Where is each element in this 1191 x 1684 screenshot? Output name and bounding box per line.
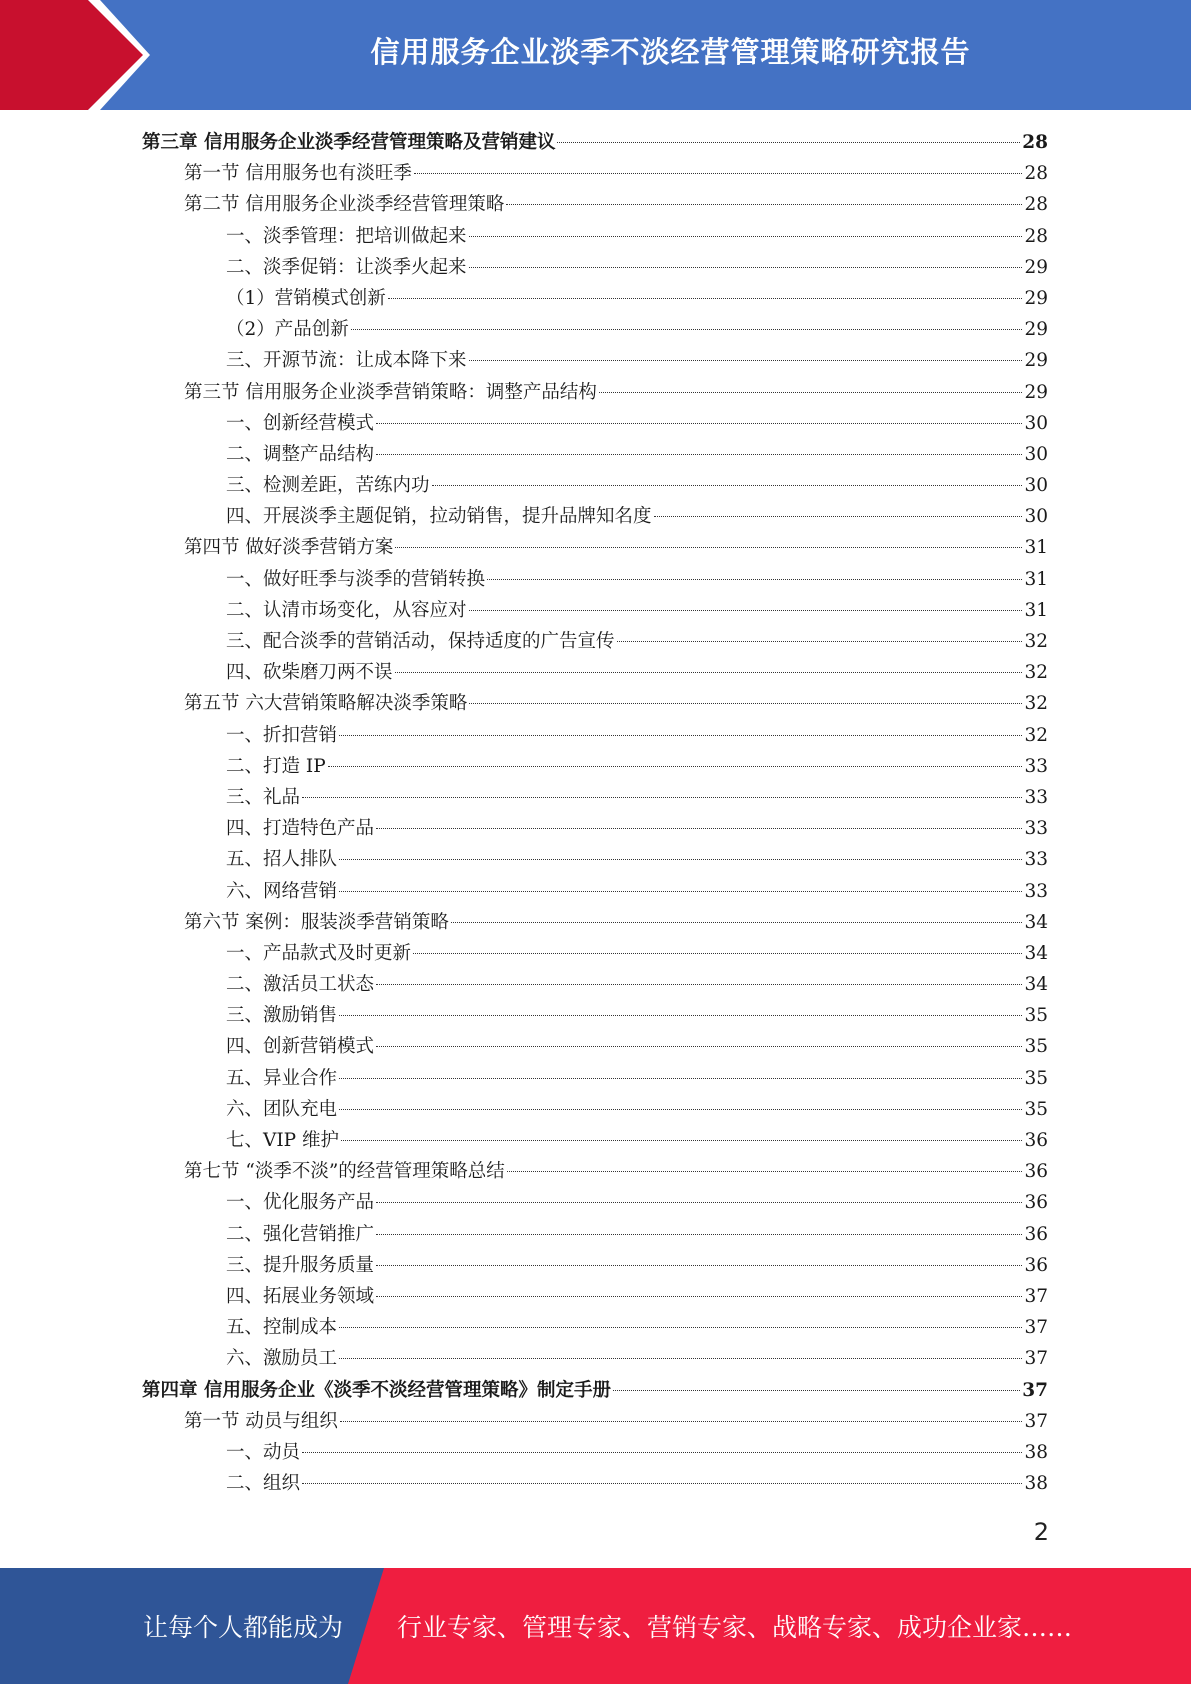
- toc-entry-page: 30: [1024, 412, 1048, 434]
- toc-dot-leader: [388, 298, 1023, 299]
- toc-dot-leader: [376, 1234, 1022, 1235]
- toc-entry-page: 38: [1024, 1441, 1048, 1463]
- toc-entry-page: 34: [1024, 911, 1048, 933]
- toc-entry-page: 28: [1024, 194, 1048, 216]
- toc-entry[interactable]: [142, 627, 1048, 658]
- toc-entry[interactable]: [142, 814, 1048, 845]
- toc-entry[interactable]: [142, 1469, 1048, 1500]
- toc-dot-leader: [451, 922, 1023, 923]
- toc-dot-leader: [469, 236, 1023, 237]
- toc-entry-page: 37: [1024, 1410, 1048, 1432]
- toc-entry-title: 五、控制成本: [226, 1317, 338, 1339]
- toc-entry-title: 二、组织: [226, 1473, 301, 1495]
- toc-dot-leader: [340, 1421, 1023, 1422]
- toc-entry-page: 37: [1022, 1379, 1048, 1401]
- toc-entry[interactable]: [142, 159, 1048, 190]
- toc-dot-leader: [613, 1390, 1020, 1391]
- toc-entry[interactable]: [142, 315, 1048, 346]
- toc-entry-page: 32: [1024, 693, 1048, 715]
- toc-dot-leader: [376, 1046, 1022, 1047]
- toc-entry-page: 32: [1024, 724, 1048, 746]
- toc-entry-title: 一、折扣营销: [226, 724, 338, 746]
- toc-entry-page: 36: [1024, 1161, 1048, 1183]
- toc-entry-title: 一、创新经营模式: [226, 412, 375, 434]
- toc-entry[interactable]: [142, 939, 1048, 970]
- toc-dot-leader: [376, 1202, 1022, 1203]
- toc-entry-title: （1）营销模式创新: [226, 287, 386, 309]
- toc-entry-title: 四、拓展业务领域: [226, 1285, 375, 1307]
- toc-dot-leader: [432, 485, 1023, 486]
- toc-entry[interactable]: [142, 440, 1048, 471]
- toc-entry-page: 29: [1024, 319, 1048, 341]
- toc-entry-page: 29: [1024, 381, 1048, 403]
- toc-entry[interactable]: [142, 783, 1048, 814]
- toc-entry-title: 第三节 信用服务企业淡季营销策略：调整产品结构: [184, 381, 597, 403]
- toc-entry-title: 第一节 信用服务也有淡旺季: [184, 163, 412, 185]
- toc-entry[interactable]: [142, 533, 1048, 564]
- toc-entry-title: 四、开展淡季主题促销，拉动销售，提升品牌知名度: [226, 506, 652, 528]
- toc-entry-page: 29: [1024, 256, 1048, 278]
- toc-entry[interactable]: [142, 596, 1048, 627]
- toc-entry[interactable]: [142, 845, 1048, 876]
- toc-entry-page: 31: [1024, 568, 1048, 590]
- toc-entry-title: 四、打造特色产品: [226, 818, 375, 840]
- toc-entry[interactable]: [142, 253, 1048, 284]
- toc-entry[interactable]: [142, 908, 1048, 939]
- toc-entry[interactable]: [142, 721, 1048, 752]
- toc-entry[interactable]: [142, 877, 1048, 908]
- toc-entry-title: 第七节 “淡季不淡”的经营管理策略总结: [184, 1161, 505, 1183]
- toc-entry-title: 一、产品款式及时更新: [226, 942, 412, 964]
- toc-entry-title: 五、异业合作: [226, 1067, 338, 1089]
- toc-entry[interactable]: [142, 1220, 1048, 1251]
- toc-dot-leader: [339, 1358, 1022, 1359]
- toc-entry-title: 三、提升服务质量: [226, 1254, 375, 1276]
- toc-dot-leader: [339, 1109, 1022, 1110]
- toc-dot-leader: [506, 204, 1022, 205]
- toc-entry[interactable]: [142, 1064, 1048, 1095]
- toc-dot-leader: [376, 984, 1022, 985]
- toc-entry[interactable]: [142, 1313, 1048, 1344]
- toc-entry-title: 三、检测差距，苦练内功: [226, 475, 430, 497]
- toc-entry-page: 35: [1024, 1005, 1048, 1027]
- toc-entry-page: 30: [1024, 506, 1048, 528]
- toc-entry-page: 28: [1022, 132, 1048, 153]
- toc-entry[interactable]: [142, 658, 1048, 689]
- toc-dot-leader: [395, 672, 1023, 673]
- toc-entry-title: 四、创新营销模式: [226, 1036, 375, 1058]
- toc-entry[interactable]: [142, 190, 1048, 221]
- toc-entry[interactable]: [142, 346, 1048, 377]
- toc-entry-page: 35: [1024, 1067, 1048, 1089]
- toc-entry-title: 三、开源节流：让成本降下来: [226, 350, 467, 372]
- toc-entry[interactable]: [142, 565, 1048, 596]
- toc-entry[interactable]: [142, 1282, 1048, 1313]
- toc-entry[interactable]: [142, 284, 1048, 315]
- toc-dot-leader: [469, 267, 1023, 268]
- toc-entry-title: 第二节 信用服务企业淡季经营管理策略: [184, 194, 505, 216]
- toc-entry-page: 33: [1024, 818, 1048, 840]
- toc-dot-leader: [395, 547, 1022, 548]
- toc-entry[interactable]: [142, 970, 1048, 1001]
- toc-entry[interactable]: [142, 128, 1048, 159]
- toc-dot-leader: [339, 891, 1022, 892]
- toc-entry-title: 第五节 六大营销策略解决淡季策略: [184, 693, 468, 715]
- toc-dot-leader: [339, 735, 1022, 736]
- toc-entry-page: 34: [1024, 974, 1048, 996]
- toc-entry-title: 一、优化服务产品: [226, 1192, 375, 1214]
- toc-dot-leader: [302, 797, 1022, 798]
- toc-entry-title: 一、淡季管理：把培训做起来: [226, 225, 467, 247]
- toc-dot-leader: [328, 766, 1023, 767]
- toc-entry-page: 35: [1024, 1098, 1048, 1120]
- toc-entry[interactable]: [142, 1001, 1048, 1032]
- toc-dot-leader: [351, 329, 1023, 330]
- toc-entry-page: 36: [1024, 1130, 1048, 1151]
- toc-dot-leader: [599, 392, 1023, 393]
- toc-entry-page: 36: [1024, 1223, 1048, 1245]
- toc-entry-title: 二、打造 IP: [226, 755, 326, 777]
- toc-entry-title: 第四章 信用服务企业《淡季不淡经营管理策略》制定手册: [142, 1379, 611, 1401]
- toc-entry-title: 二、激活员工状态: [226, 974, 375, 996]
- toc-entry-title: 一、动员: [226, 1441, 301, 1463]
- toc-entry-title: 六、团队充电: [226, 1098, 338, 1120]
- toc-entry-title: 第六节 案例：服装淡季营销策略: [184, 911, 449, 933]
- toc-entry[interactable]: [142, 378, 1048, 409]
- toc-entry-page: 28: [1024, 225, 1048, 247]
- toc-entry-page: 28: [1024, 163, 1048, 185]
- toc-entry-page: 32: [1024, 631, 1048, 652]
- toc-entry[interactable]: [142, 471, 1048, 502]
- toc-dot-leader: [376, 1265, 1022, 1266]
- toc-dot-leader: [487, 579, 1022, 580]
- toc-entry-page: 32: [1024, 662, 1048, 684]
- toc-entry[interactable]: [142, 502, 1048, 533]
- toc-dot-leader: [302, 1452, 1022, 1453]
- toc-entry[interactable]: [142, 1157, 1048, 1188]
- toc-dot-leader: [469, 703, 1022, 704]
- toc-entry-page: 30: [1024, 443, 1048, 465]
- toc-entry[interactable]: [142, 1126, 1048, 1157]
- toc-entry-page: 31: [1024, 599, 1048, 621]
- toc-entry-title: 四、砍柴磨刀两不误: [226, 662, 393, 684]
- toc-dot-leader: [376, 828, 1022, 829]
- toc-entry-page: 37: [1024, 1348, 1048, 1370]
- toc-dot-leader: [339, 1327, 1022, 1328]
- toc-entry[interactable]: [142, 409, 1048, 440]
- toc-entry-title: 二、淡季促销：让淡季火起来: [226, 256, 467, 278]
- toc-entry[interactable]: [142, 1095, 1048, 1126]
- toc-dot-leader: [376, 454, 1022, 455]
- toc-entry-page: 29: [1024, 350, 1048, 372]
- toc-dot-leader: [469, 610, 1023, 611]
- toc-entry-page: 36: [1024, 1192, 1048, 1214]
- toc-entry[interactable]: [142, 1188, 1048, 1219]
- toc-dot-leader: [507, 1171, 1023, 1172]
- toc-entry-title: 一、做好旺季与淡季的营销转换: [226, 568, 486, 590]
- toc-entry[interactable]: [142, 1344, 1048, 1375]
- toc-entry-title: 二、认清市场变化，从容应对: [226, 599, 467, 621]
- toc-dot-leader: [469, 360, 1023, 361]
- toc-dot-leader: [617, 641, 1023, 642]
- toc-entry-page: 33: [1024, 849, 1048, 871]
- table-of-contents: [142, 128, 1048, 1500]
- toc-entry-page: 31: [1024, 537, 1048, 559]
- footer-slogan-right: 行业专家、管理专家、营销专家、战略专家、成功企业家……: [397, 1613, 1073, 1642]
- toc-entry[interactable]: [142, 1407, 1048, 1438]
- toc-entry-page: 34: [1024, 942, 1048, 964]
- toc-dot-leader: [339, 1078, 1022, 1079]
- toc-dot-leader: [302, 1483, 1022, 1484]
- toc-entry[interactable]: [142, 752, 1048, 783]
- toc-entry-page: 35: [1024, 1036, 1048, 1058]
- toc-entry-title: 二、调整产品结构: [226, 443, 375, 465]
- toc-dot-leader: [414, 173, 1023, 174]
- toc-entry-title: 六、网络营销: [226, 880, 338, 902]
- toc-dot-leader: [557, 142, 1020, 143]
- toc-dot-leader: [339, 1015, 1022, 1016]
- red-chevron-logo: [0, 0, 150, 110]
- toc-entry[interactable]: [142, 689, 1048, 720]
- footer-slogan-left: 让每个人都能成为: [143, 1613, 344, 1642]
- toc-entry-page: 30: [1024, 475, 1048, 497]
- page-header: [0, 0, 1191, 110]
- toc-entry-page: 33: [1024, 755, 1048, 777]
- document-title: 信用服务企业淡季不淡经营管理策略研究报告: [370, 34, 971, 69]
- page-footer: [0, 1568, 1191, 1684]
- page-number: 2: [1033, 1518, 1049, 1546]
- toc-entry-page: 33: [1024, 880, 1048, 902]
- toc-entry-page: 33: [1024, 786, 1048, 808]
- toc-entry-title: （2）产品创新: [226, 319, 349, 341]
- toc-entry[interactable]: [142, 1376, 1048, 1407]
- toc-dot-leader: [341, 1140, 1022, 1141]
- toc-entry-title: 三、配合淡季的营销活动，保持适度的广告宣传: [226, 631, 615, 652]
- toc-entry-title: 第三章 信用服务企业淡季经营管理策略及营销建议: [142, 132, 556, 153]
- toc-entry-title: 第四节 做好淡季营销方案: [184, 537, 394, 559]
- toc-entry-page: 38: [1024, 1473, 1048, 1495]
- toc-entry-page: 36: [1024, 1254, 1048, 1276]
- toc-entry-title: 七、VIP 维护: [226, 1130, 339, 1151]
- toc-entry[interactable]: [142, 1438, 1048, 1469]
- toc-entry-page: 29: [1024, 287, 1048, 309]
- toc-entry[interactable]: [142, 222, 1048, 253]
- toc-entry-title: 二、强化营销推广: [226, 1223, 375, 1245]
- toc-dot-leader: [376, 423, 1022, 424]
- toc-entry-page: 37: [1024, 1317, 1048, 1339]
- toc-dot-leader: [339, 859, 1022, 860]
- toc-entry[interactable]: [142, 1251, 1048, 1282]
- toc-entry-title: 六、激励员工: [226, 1348, 338, 1370]
- toc-dot-leader: [654, 516, 1023, 517]
- toc-entry[interactable]: [142, 1032, 1048, 1063]
- toc-entry-title: 第一节 动员与组织: [184, 1410, 338, 1432]
- toc-entry-page: 37: [1024, 1285, 1048, 1307]
- toc-entry-title: 五、招人排队: [226, 849, 338, 871]
- toc-entry-title: 三、礼品: [226, 786, 301, 808]
- toc-dot-leader: [413, 953, 1022, 954]
- toc-entry-title: 三、激励销售: [226, 1005, 338, 1027]
- toc-dot-leader: [376, 1296, 1022, 1297]
